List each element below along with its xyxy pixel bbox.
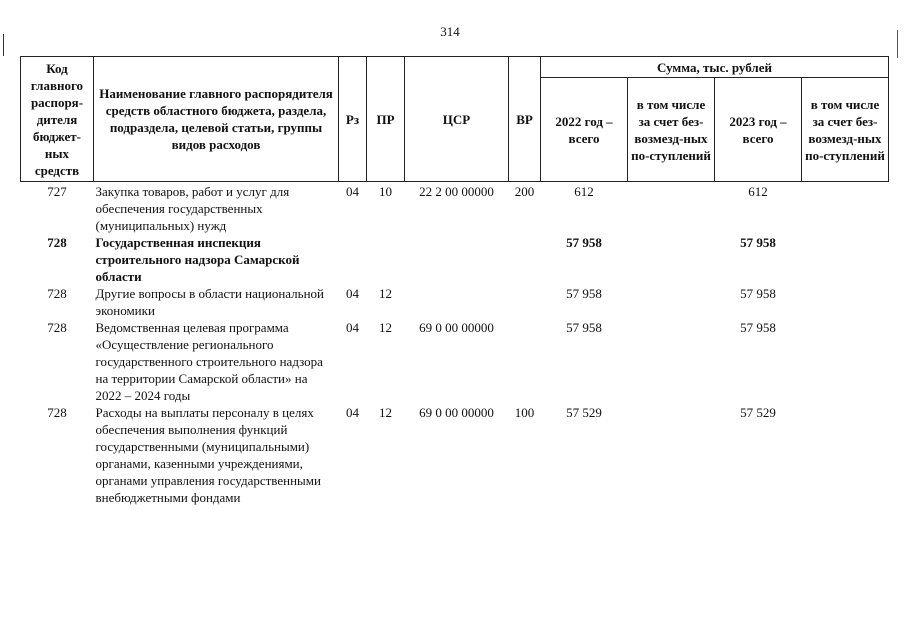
cell-pr: 12 xyxy=(379,320,392,335)
cell-total-2022: 57 958 xyxy=(566,320,602,335)
header-rz: Рз xyxy=(339,57,367,182)
header-total-2023: 2023 год – всего xyxy=(715,78,802,182)
cell-incl-2022 xyxy=(628,404,715,506)
header-vr: ВР xyxy=(509,57,541,182)
cell-pr xyxy=(367,234,405,285)
cell-incl-2023 xyxy=(802,404,889,506)
cell-total-2023: 612 xyxy=(748,184,768,199)
cell-name: Другие вопросы в области национальной экономики xyxy=(95,286,324,318)
cell-incl-2022 xyxy=(628,319,715,404)
header-pr: ПР xyxy=(367,57,405,182)
cell-total-2022: 57 529 xyxy=(566,405,602,420)
table-header xyxy=(21,57,889,182)
cell-vr: 100 xyxy=(514,405,535,420)
cell-rz: 04 xyxy=(346,320,359,335)
cell-rz: 04 xyxy=(346,405,359,420)
cell-name: Государственная инспекция строительного надзора Самарской области xyxy=(95,235,300,284)
header-sum-group: Сумма, тыс. рублей xyxy=(541,57,889,78)
cell-code: 728 xyxy=(47,405,67,420)
margin-rule-left xyxy=(3,34,4,56)
cell-code: 728 xyxy=(47,320,67,335)
cell-total-2022: 612 xyxy=(574,184,594,199)
cell-rz: 04 xyxy=(346,286,359,301)
header-total-2022: 2022 год – всего xyxy=(541,78,628,182)
margin-rule-right xyxy=(897,30,898,58)
header-incl-2022: в том числе за счет без-возмезд-ных по-ступлений xyxy=(628,78,715,182)
cell-code: 727 xyxy=(47,184,67,199)
cell-vr xyxy=(509,234,541,285)
cell-name: Закупка товаров, работ и услуг для обеспечения государственных (муниципальных) нужд xyxy=(95,184,290,233)
cell-total-2022: 57 958 xyxy=(566,235,602,250)
table-body xyxy=(21,182,889,507)
cell-incl-2023 xyxy=(802,182,889,235)
cell-total-2023: 57 958 xyxy=(740,235,776,250)
cell-csr: 69 0 00 00000 xyxy=(419,405,494,420)
budget-table xyxy=(20,56,889,506)
cell-csr: 22 2 00 00000 xyxy=(419,184,494,199)
header-name: Наименование главного распорядителя средств областного бюджета, раздела, подраздела, целевой статьи, группы видов расходов xyxy=(94,57,339,182)
cell-total-2023: 57 958 xyxy=(740,286,776,301)
cell-pr: 12 xyxy=(379,405,392,420)
cell-incl-2022 xyxy=(628,234,715,285)
cell-total-2023: 57 529 xyxy=(740,405,776,420)
table-row xyxy=(21,182,889,235)
cell-csr xyxy=(405,285,509,319)
header-csr: ЦСР xyxy=(405,57,509,182)
cell-total-2022: 57 958 xyxy=(566,286,602,301)
cell-incl-2023 xyxy=(802,285,889,319)
page-number: 314 xyxy=(440,24,460,39)
cell-rz xyxy=(339,234,367,285)
cell-code: 728 xyxy=(47,286,67,301)
table-row xyxy=(21,285,889,319)
header-incl-2023: в том числе за счет без-возмезд-ных по-ступлений xyxy=(802,78,889,182)
cell-name: Расходы на выплаты персоналу в целях обеспечения выполнения функций государственными (муниципальными) органами, казенными учреждениями, органами управления государственными внебюджетными фондами xyxy=(95,405,321,505)
cell-pr: 12 xyxy=(379,286,392,301)
header-code: Код главного распоря-дителя бюджет-ных средств xyxy=(21,57,94,182)
cell-incl-2023 xyxy=(802,234,889,285)
cell-vr xyxy=(509,285,541,319)
cell-vr xyxy=(509,319,541,404)
cell-csr xyxy=(405,234,509,285)
table-row xyxy=(21,234,889,285)
cell-pr: 10 xyxy=(379,184,392,199)
cell-code: 728 xyxy=(47,235,67,250)
cell-csr: 69 0 00 00000 xyxy=(419,320,494,335)
cell-rz: 04 xyxy=(346,184,359,199)
cell-name: Ведомственная целевая программа «Осуществление регионального государственного строительного надзора на территории Самарской области» на 2022 – 2024 годы xyxy=(95,320,323,403)
cell-incl-2023 xyxy=(802,319,889,404)
cell-vr: 200 xyxy=(514,184,535,199)
table-row xyxy=(21,319,889,404)
cell-total-2023: 57 958 xyxy=(740,320,776,335)
table-row xyxy=(21,404,889,506)
cell-incl-2022 xyxy=(628,182,715,235)
cell-incl-2022 xyxy=(628,285,715,319)
